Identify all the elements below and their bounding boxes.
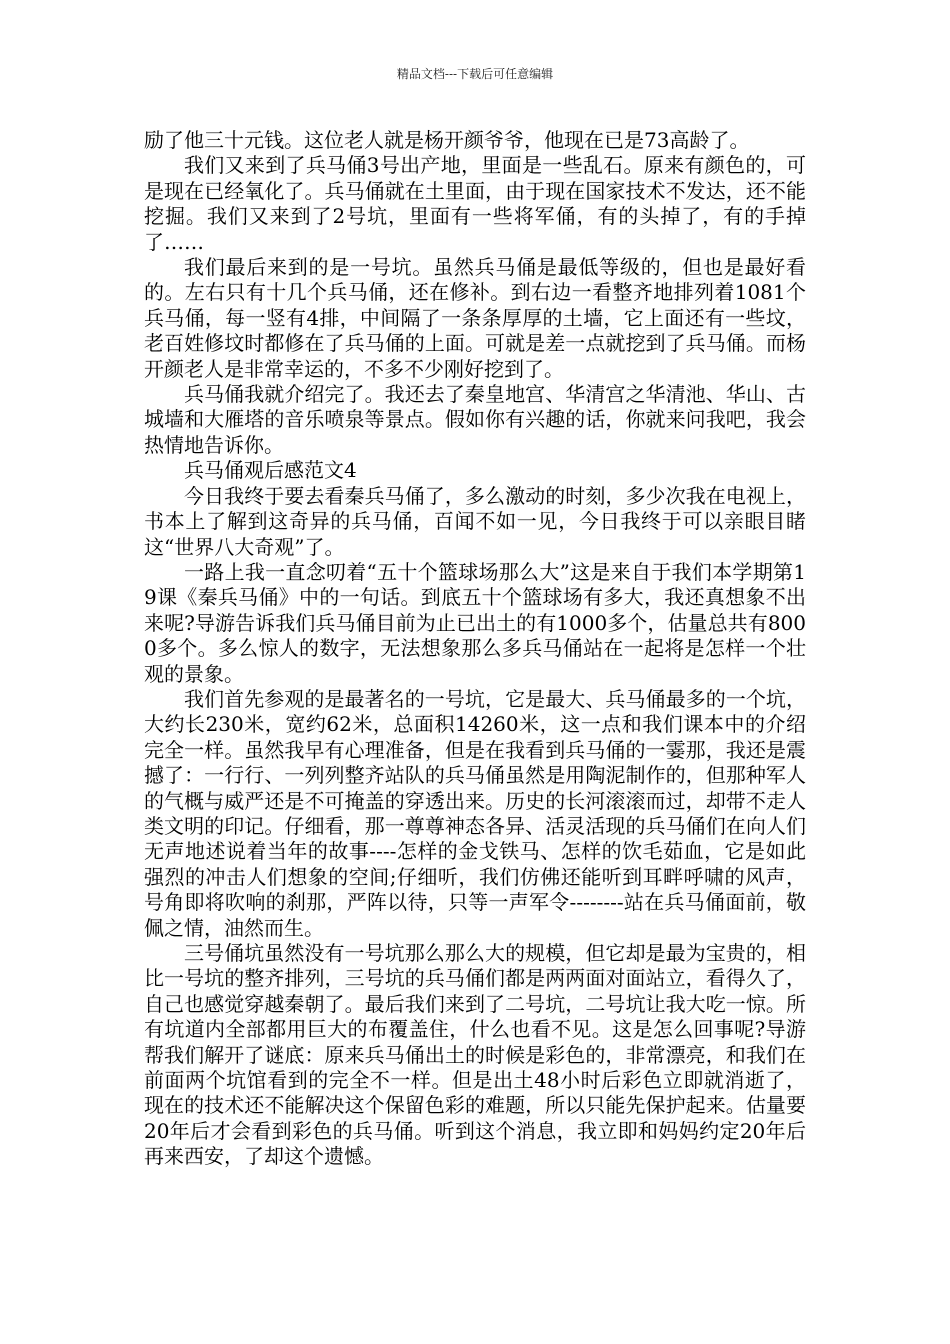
document-body xyxy=(144,128,806,1170)
paragraph-6: 一路上我一直念叨着“五十个篮球场那么大”这是来自于我们本学期第19课《秦兵马俑》中的一句话。到底五十个篮球场有多大，我还真想象不出来呢?导游告诉我们兵马俑目前为止已出土的有1000多个，估量总共有8000多个。多么惊人的数字，无法想象那么多兵马俑站在一起将是怎样一个壮观的景象。 xyxy=(144,559,806,686)
paragraph-5: 今日我终于要去看秦兵马俑了，多么激动的时刻，多少次我在电视上，书本上了解到这奇异的兵马俑，百闻不如一见，今日我终于可以亲眼目睹这“世界八大奇观”了。 xyxy=(144,483,806,559)
paragraph-8: 三号俑坑虽然没有一号坑那么那么大的规模，但它却是最为宝贵的，相比一号坑的整齐排列，三号坑的兵马俑们都是两两面对面站立，看得久了，自己也感觉穿越秦朝了。最后我们来到了二号坑，二号坑让我大吃一惊。所有坑道内全部都用巨大的布覆盖住，什么也看不见。这是怎么回事呢?导游帮我们解开了谜底：原来兵马俑出土的时候是彩色的，非常漂亮，和我们在前面两个坑馆看到的完全不一样。但是出土48小时后彩色立即就消逝了，现在的技术还不能解决这个保留色彩的难题，所以只能先保护起来。估量要20年后才会看到彩色的兵马俑。听到这个消息，我立即和妈妈约定20年后再来西安，了却这个遗憾。 xyxy=(144,941,806,1169)
paragraph-4: 兵马俑我就介绍完了。我还去了秦皇地宫、华清宫之华清池、华山、古城墙和大雁塔的音乐喷泉等景点。假如你有兴趣的话，你就来问我吧，我会热情地告诉你。 xyxy=(144,382,806,457)
page-header: 精品文档---下载后可任意编辑 xyxy=(396,67,554,81)
paragraph-2: 我们又来到了兵马俑3号出产地，里面是一些乱石。原来有颜色的，可是现在已经氧化了。兵马俑就在土里面，由于现在国家技术不发达，还不能挖掘。我们又来到了2号坑，里面有一些将军俑，有的头掉了，有的手掉了…… xyxy=(144,153,806,254)
paragraph-7: 我们首先参观的是最著名的一号坑，它是最大、兵马俑最多的一个坑，大约长230米，宽约62米，总面积14260米，这一点和我们课本中的介绍完全一样。虽然我早有心理准备，但是在我看到兵马俑的一霎那，我还是震撼了：一行行、一列列整齐站队的兵马俑虽然是用陶泥制作的，但那种军人的气概与威严还是不可掩盖的穿透出来。历史的长河滚滚而过，却带不走人类文明的印记。仔细看，那一尊尊神态各异、活灵活现的兵马俑们在向人们无声地述说着当年的故事----怎样的金戈铁马、怎样的饮毛茹血，它是如此强烈的冲击人们想象的空间;仔细听，我们仿佛还能听到耳畔呼啸的风声，号角即将吹响的刹那，严阵以待，只等一声军令--------站在兵马俑面前，敬佩之情，油然而生。 xyxy=(144,686,806,940)
section-title: 兵马俑观后感范文4 xyxy=(184,458,357,483)
paragraph-1: 励了他三十元钱。这位老人就是杨开颜爷爷，他现在已是73高龄了。 xyxy=(144,128,750,152)
paragraph-3: 我们最后来到的是一号坑。虽然兵马俑是最低等级的，但也是最好看的。左右只有十几个兵马俑，还在修补。到右边一看整齐地排列着1081个兵马俑，每一竖有4排，中间隔了一条条厚厚的土墙，它上面还有一些坟，老百姓修坟时都修在了兵马俑的上面。可就是差一点就挖到了兵马俑。而杨开颜老人是非常幸运的，不多不少刚好挖到了。 xyxy=(144,255,806,381)
